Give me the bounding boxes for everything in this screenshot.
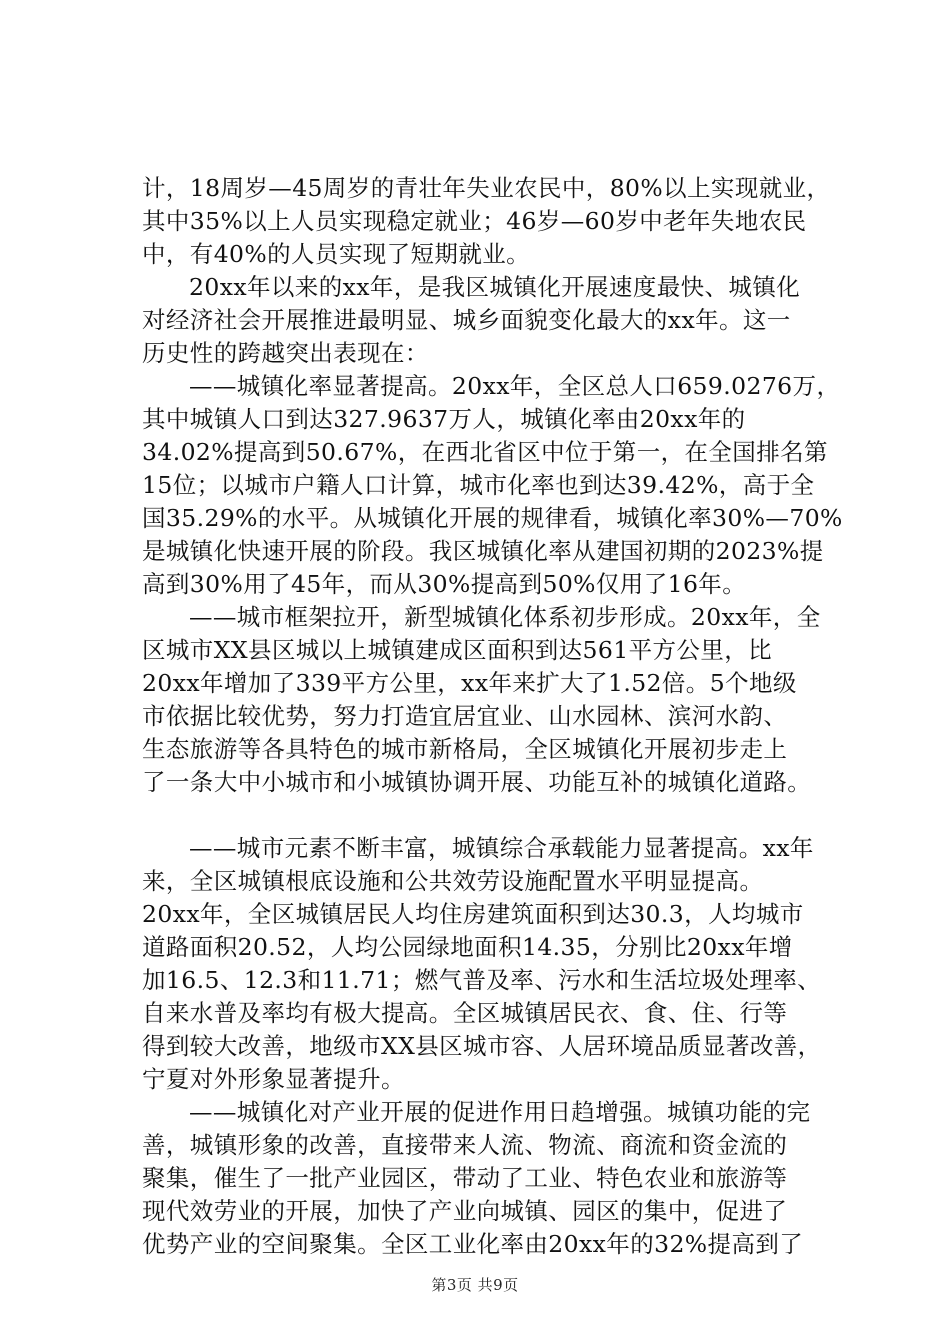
text-line: 来，全区城镇根底设施和公共效劳设施配置水平明显提高。	[142, 867, 764, 895]
page-footer	[0, 1274, 950, 1295]
text-line: 了一条大中小城市和小城镇协调开展、功能互补的城镇化道路。	[142, 768, 812, 796]
paragraph-start-line: 20xx年以来的xx年，是我区城镇化开展速度最快、城镇化	[189, 273, 801, 301]
text-line: 市依据比较优势，努力打造宜居宜业、山水园林、滨河水韵、	[142, 702, 788, 730]
text-line: 计，18周岁—45周岁的青壮年失业农民中，80%以上实现就业，	[142, 174, 831, 202]
text-line: 15位；以城市户籍人口计算，城市化率也到达39.42%，高于全	[142, 471, 815, 499]
text-line: 加16.5、12.3和11.71；燃气普及率、污水和生活垃圾处理率、	[142, 966, 822, 994]
text-line: 对经济社会开展推进最明显、城乡面貌变化最大的xx年。这一	[142, 306, 791, 334]
text-line: 历史性的跨越突出表现在：	[142, 339, 429, 367]
paragraph-start-line: ——城镇化率显著提高。20xx年，全区总人口659.0276万，	[189, 372, 841, 400]
text-line: 其中城镇人口到达327.9637万人，城镇化率由20xx年的	[142, 405, 746, 433]
text-line: 得到较大改善，地级市XX县区城市容、人居环境品质显著改善，	[142, 1032, 822, 1060]
text-line: 宁夏对外形象显著提升。	[142, 1065, 405, 1093]
page-number-label: 第3页 共9页	[431, 1276, 519, 1294]
text-line: 区城市XX县区城以上城镇建成区面积到达561平方公里，比	[142, 636, 773, 664]
text-line: 道路面积20.52，人均公园绿地面积14.35，分别比20xx年增	[142, 933, 793, 961]
text-line: 生态旅游等各具特色的城市新格局，全区城镇化开展初步走上	[142, 735, 788, 763]
paragraph-gap	[142, 799, 842, 832]
paragraph-start-line: ——城镇化对产业开展的促进作用日趋增强。城镇功能的完	[189, 1098, 811, 1126]
text-line: 34.02%提高到50.67%，在西北省区中位于第一，在全国排名第	[142, 438, 828, 466]
text-line: 其中35%以上人员实现稳定就业；46岁—60岁中老年失地农民	[142, 207, 807, 235]
text-line: 中，有40%的人员实现了短期就业。	[142, 240, 531, 268]
paragraph-start-line: ——城市元素不断丰富，城镇综合承载能力显著提高。xx年	[189, 834, 814, 862]
text-line: 聚集，催生了一批产业园区，带动了工业、特色农业和旅游等	[142, 1164, 788, 1192]
text-line: 20xx年增加了339平方公里，xx年来扩大了1.52倍。5个地级	[142, 669, 797, 697]
text-line: 是城镇化快速开展的阶段。我区城镇化率从建国初期的2023%提	[142, 537, 824, 565]
text-line: 优势产业的空间聚集。全区工业化率由20xx年的32%提高到了	[142, 1230, 804, 1258]
text-line: 20xx年，全区城镇居民人均住房建筑面积到达30.3，人均城市	[142, 900, 804, 928]
text-line: 善，城镇形象的改善，直接带来人流、物流、商流和资金流的	[142, 1131, 788, 1159]
text-line: 现代效劳业的开展，加快了产业向城镇、园区的集中，促进了	[142, 1197, 788, 1225]
document-body	[142, 172, 842, 1261]
text-line: 高到30%用了45年，而从30%提高到50%仅用了16年。	[142, 570, 747, 598]
paragraph-start-line: ——城市框架拉开，新型城镇化体系初步形成。20xx年，全	[189, 603, 821, 631]
text-line: 自来水普及率均有极大提高。全区城镇居民衣、食、住、行等	[142, 999, 788, 1027]
text-line: 国35.29%的水平。从城镇化开展的规律看，城镇化率30%—70%	[142, 504, 843, 532]
